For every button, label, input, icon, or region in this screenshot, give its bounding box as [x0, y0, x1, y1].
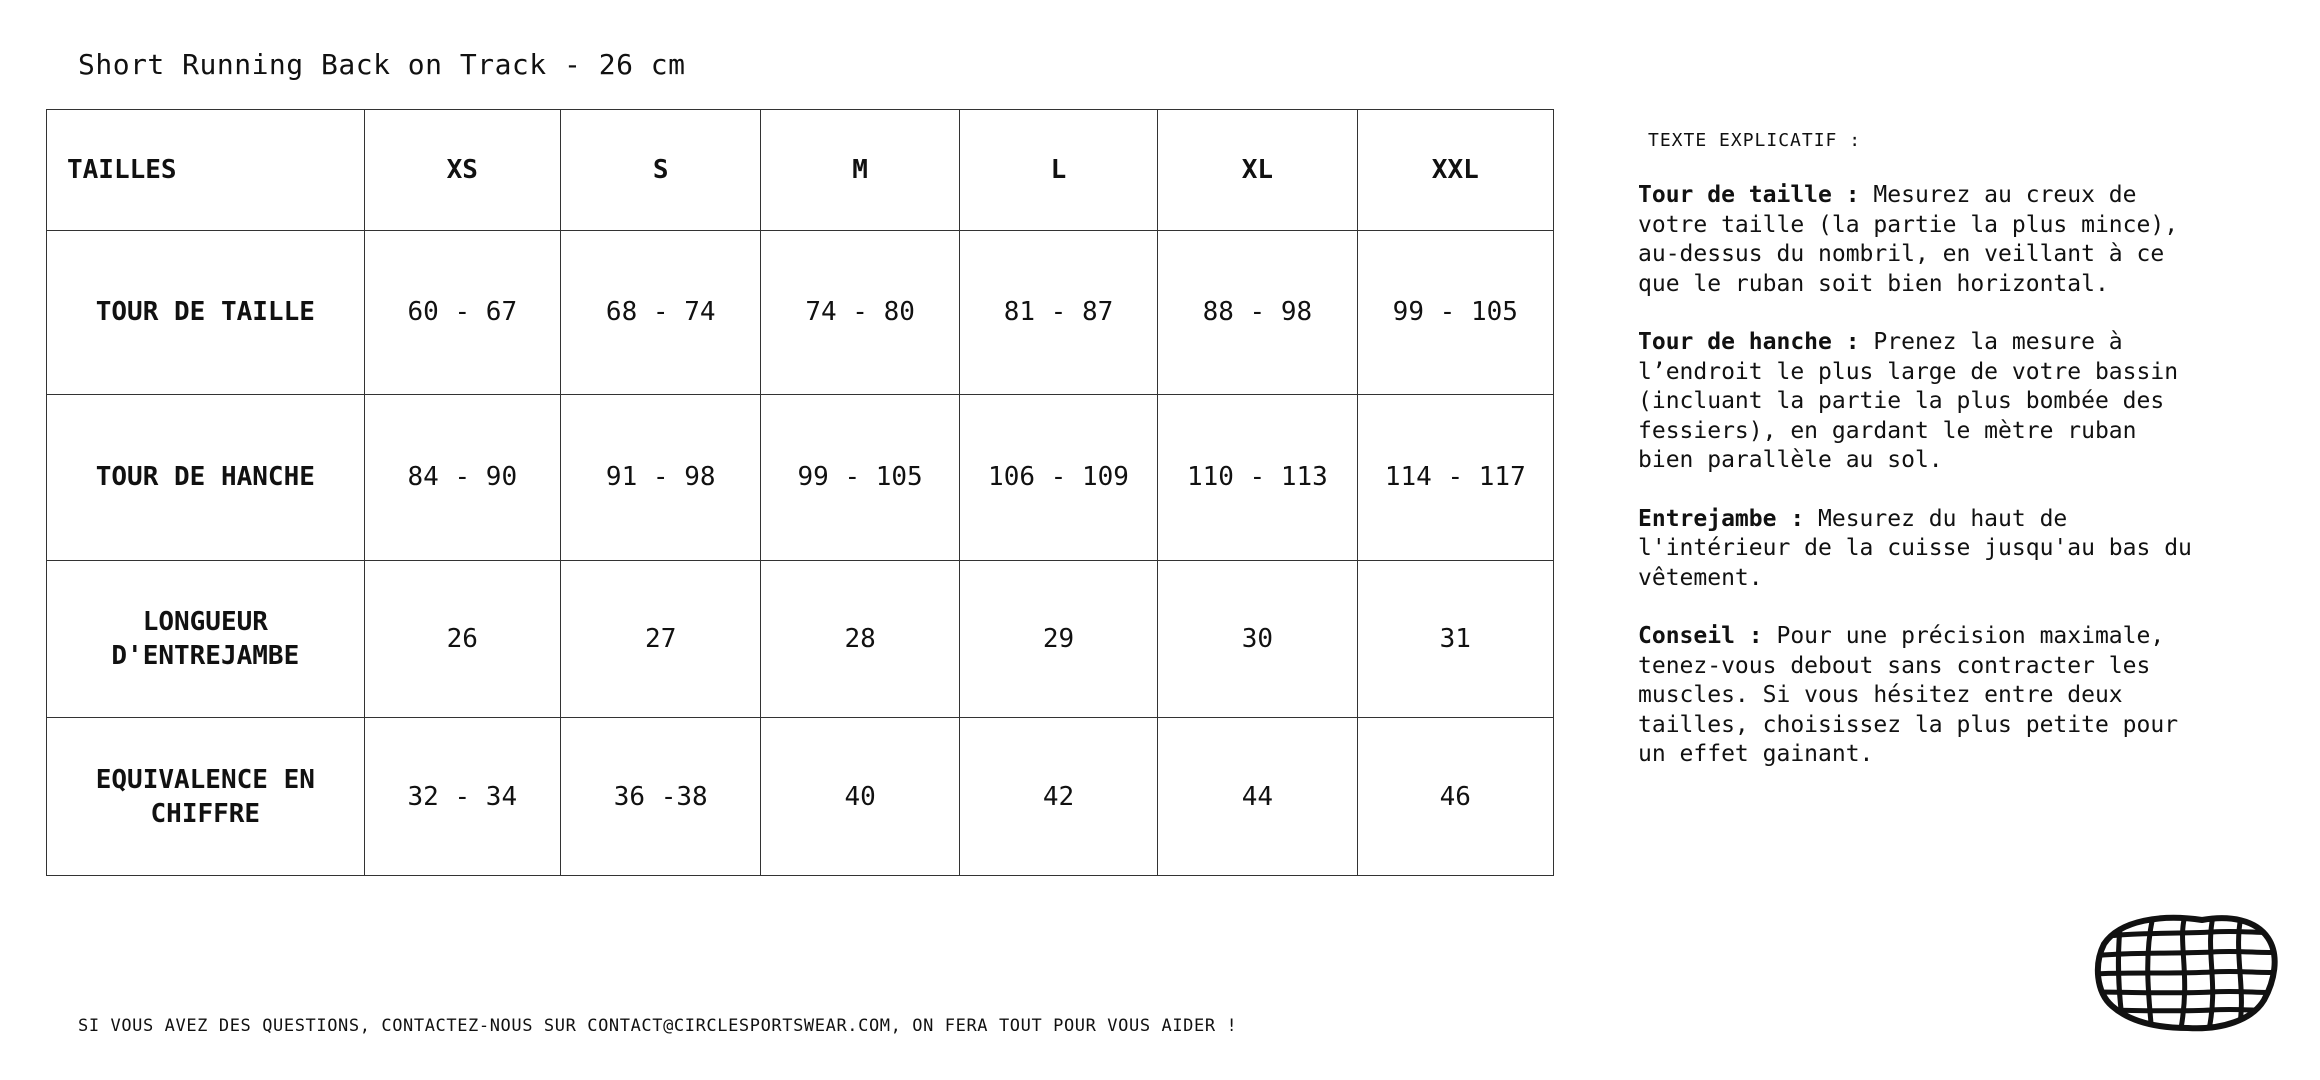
table-header-row — [47, 110, 1554, 231]
row-label-line: CHIFFRE — [150, 798, 261, 829]
explanation-term: Entrejambe : — [1638, 505, 1805, 532]
table-cell: 30 — [1158, 560, 1357, 718]
table-cell: 26 — [364, 560, 560, 718]
explanation-text: Mesurez du haut de l'intérieur de la cuisse jusqu'au bas du vêtement. — [1638, 505, 2192, 591]
explanation-text: Mesurez au creux de votre taille (la partie la plus mince), au-dessus du nombril, en veillant à ce que le ruban soit bien horizontal. — [1638, 182, 2179, 297]
table-cell: 60 - 67 — [364, 231, 560, 395]
table-row — [47, 718, 1554, 876]
row-label-inseam — [47, 560, 365, 718]
table-cell: 31 — [1357, 560, 1553, 718]
table-cell: 99 - 105 — [1357, 231, 1553, 395]
table-cell: 81 - 87 — [959, 231, 1157, 395]
table-cell: 74 - 80 — [761, 231, 959, 395]
table-cell: 99 - 105 — [761, 394, 959, 560]
table-cell: 44 — [1158, 718, 1357, 876]
header-cell-xs: XS — [364, 110, 560, 231]
table-cell: 32 - 34 — [364, 718, 560, 876]
table-row — [47, 231, 1554, 395]
table-cell: 46 — [1357, 718, 1553, 876]
explanation-heading: TEXTE EXPLICATIF : — [1648, 130, 1862, 151]
explanation-advice — [1638, 622, 2198, 770]
contact-note: SI VOUS AVEZ DES QUESTIONS, CONTACTEZ-NOUS SUR CONTACT@CIRCLESPORTSWEAR.COM, ON FERA TOUT POUR VOUS AIDER ! — [78, 1016, 1238, 1036]
explanation-text: Pour une précision maximale, tenez-vous debout sans contracter les muscles. Si vous hésitez entre deux tailles, choisissez la plus petite pour un effet gainant. — [1638, 623, 2179, 767]
row-label-hip: TOUR DE HANCHE — [47, 394, 365, 560]
header-cell-l: L — [959, 110, 1157, 231]
explanation-term: Tour de hanche : — [1638, 329, 1860, 355]
explanation-waist — [1638, 181, 2198, 299]
table-cell: 106 - 109 — [959, 394, 1157, 560]
page-title: Short Running Back on Track - 26 cm — [78, 48, 686, 81]
row-label-line: LONGUEUR — [142, 606, 268, 637]
header-cell-m: M — [761, 110, 959, 231]
row-label-waist: TOUR DE TAILLE — [47, 231, 365, 395]
row-label-line: EQUIVALENCE EN — [95, 764, 315, 795]
header-cell-xl: XL — [1158, 110, 1357, 231]
table-row — [47, 394, 1554, 560]
table-cell: 84 - 90 — [364, 394, 560, 560]
table-cell: 36 -38 — [561, 718, 761, 876]
table-cell: 28 — [761, 560, 959, 718]
table-cell: 40 — [761, 718, 959, 876]
table-cell: 27 — [561, 560, 761, 718]
table-cell: 29 — [959, 560, 1157, 718]
row-label-line: D'ENTREJAMBE — [111, 640, 300, 671]
table-cell: 110 - 113 — [1158, 394, 1357, 560]
header-cell-sizes: TAILLES — [47, 110, 365, 231]
explanation-term: Conseil : — [1638, 623, 1763, 649]
globe-logo-icon — [2092, 912, 2278, 1034]
explanation-panel — [1638, 130, 2198, 799]
table-cell: 42 — [959, 718, 1157, 876]
table-cell: 114 - 117 — [1357, 394, 1553, 560]
table-cell: 88 - 98 — [1158, 231, 1357, 395]
explanation-text: Prenez la mesure à l’endroit le plus large de votre bassin (incluant la partie la plus bombée des fessiers), en gardant le mètre ruban bien parallèle au sol. — [1638, 329, 2179, 473]
explanation-term: Tour de taille : — [1638, 182, 1860, 208]
row-label-number-equivalent — [47, 718, 365, 876]
table-cell: 68 - 74 — [561, 231, 761, 395]
explanation-hip — [1638, 328, 2198, 476]
size-chart-table — [46, 109, 1554, 876]
table-cell: 91 - 98 — [561, 394, 761, 560]
table-row — [47, 560, 1554, 718]
explanation-inseam — [1638, 505, 2198, 594]
header-cell-xxl: XXL — [1357, 110, 1553, 231]
header-cell-s: S — [561, 110, 761, 231]
